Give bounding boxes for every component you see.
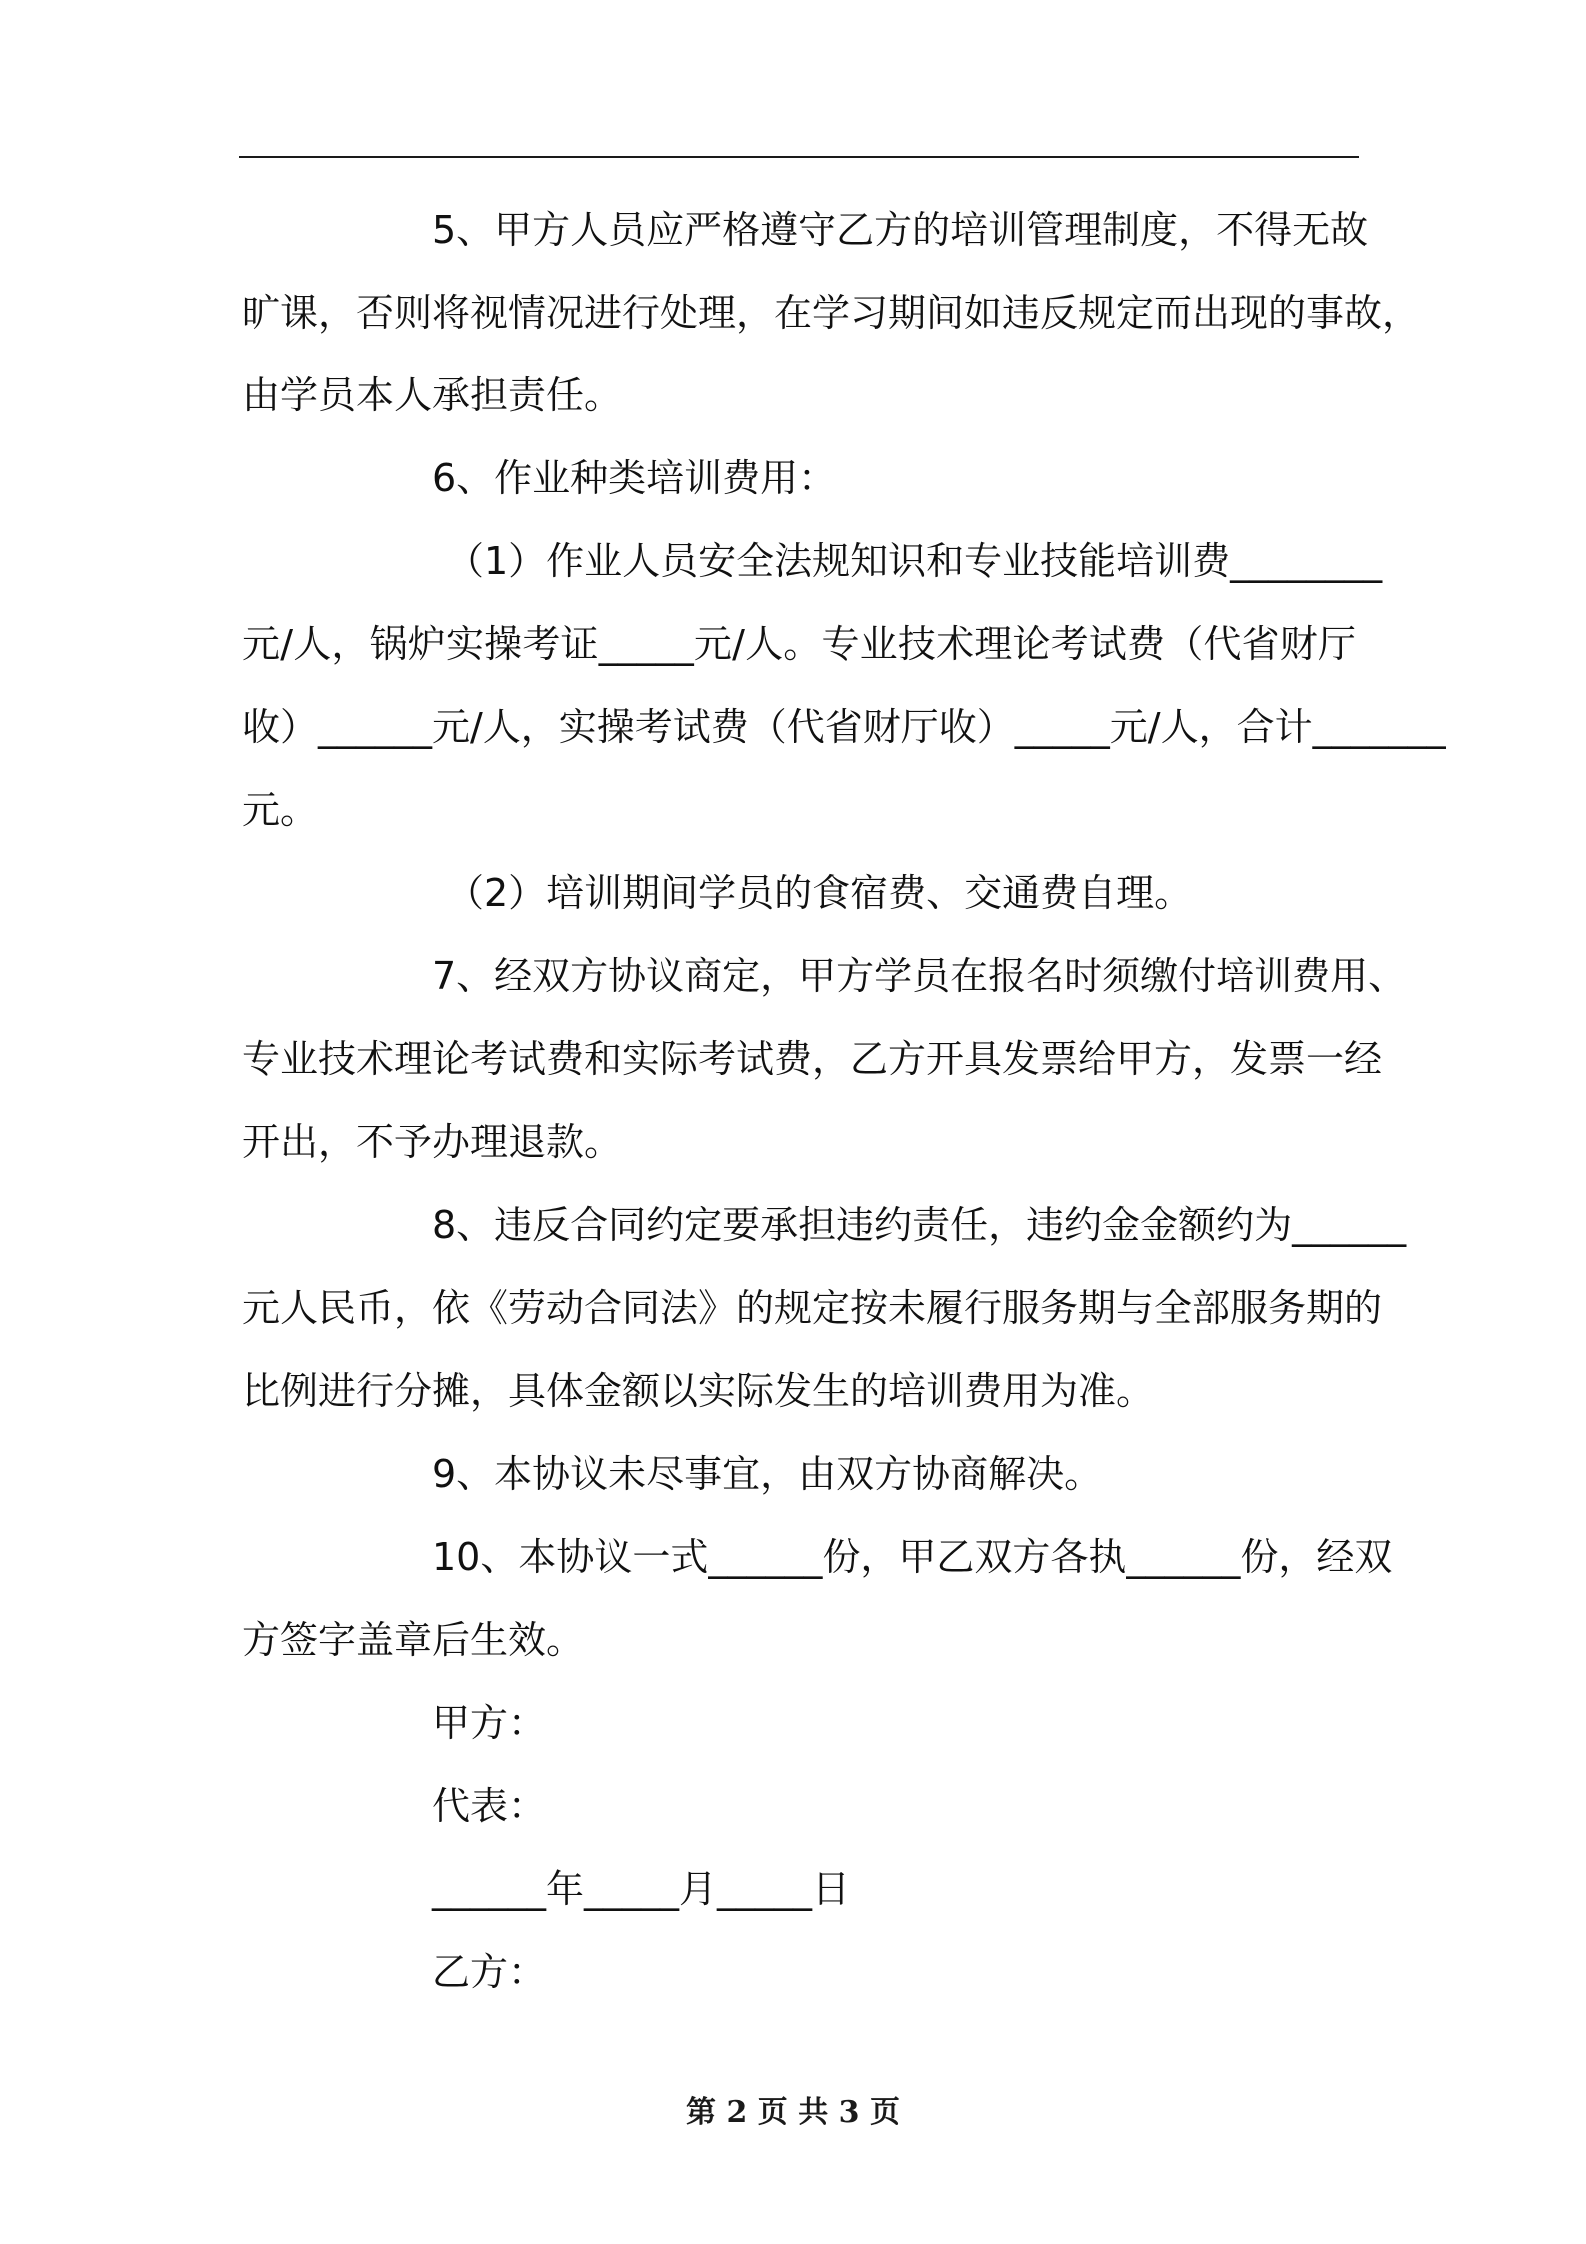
clause-8-line-2: 元人民币，依《劳动合同法》的规定按未履行服务期与全部服务期的 bbox=[242, 1286, 1383, 1330]
clause-5-line-1: 5、甲方人员应严格遵守乙方的培训管理制度，不得无故 bbox=[432, 208, 1369, 252]
date-line: ______年_____月_____日 bbox=[432, 1867, 851, 1911]
representative-label: 代表： bbox=[432, 1784, 547, 1828]
clause-6-item-1-line-3: 收）______元/人，实操考试费（代省财厅收）_____元/人，合计_______ bbox=[242, 705, 1446, 749]
clause-6-item-1-line-1: （1）作业人员安全法规知识和专业技能培训费________ bbox=[446, 539, 1383, 583]
clause-5-line-2: 旷课，否则将视情况进行处理，在学习期间如违反规定而出现的事故， bbox=[242, 291, 1421, 335]
clause-8-line-1: 8、违反合同约定要承担违约责任，违约金金额约为______ bbox=[432, 1203, 1407, 1247]
clause-10-line-1: 10、本协议一式______份，甲乙双方各执______份，经双 bbox=[432, 1535, 1393, 1579]
clause-6-heading: 6、作业种类培训费用： bbox=[432, 456, 837, 500]
clause-7-line-2: 专业技术理论考试费和实际考试费，乙方开具发票给甲方，发票一经 bbox=[242, 1037, 1383, 1081]
clause-9: 9、本协议未尽事宜，由双方协商解决。 bbox=[432, 1452, 1103, 1496]
clause-10-line-2: 方签字盖章后生效。 bbox=[242, 1618, 585, 1662]
party-b-label: 乙方： bbox=[432, 1950, 547, 1994]
clause-5-line-3: 由学员本人承担责任。 bbox=[242, 373, 623, 417]
clause-7-line-1: 7、经双方协议商定，甲方学员在报名时须缴付培训费用、 bbox=[432, 954, 1407, 998]
clause-7-line-3: 开出，不予办理退款。 bbox=[242, 1120, 623, 1164]
clause-6-item-2: （2）培训期间学员的食宿费、交通费自理。 bbox=[446, 871, 1193, 915]
clause-6-item-1-line-4: 元。 bbox=[242, 788, 319, 832]
party-a-label: 甲方： bbox=[432, 1701, 547, 1745]
header-rule bbox=[239, 156, 1359, 158]
clause-8-line-3: 比例进行分摊，具体金额以实际发生的培训费用为准。 bbox=[242, 1369, 1155, 1413]
page-number-footer: 第 2 页 共 3 页 bbox=[686, 2095, 900, 2130]
clause-6-item-1-line-2: 元/人，锅炉实操考证_____元/人。专业技术理论考试费（代省财厅 bbox=[242, 622, 1356, 666]
